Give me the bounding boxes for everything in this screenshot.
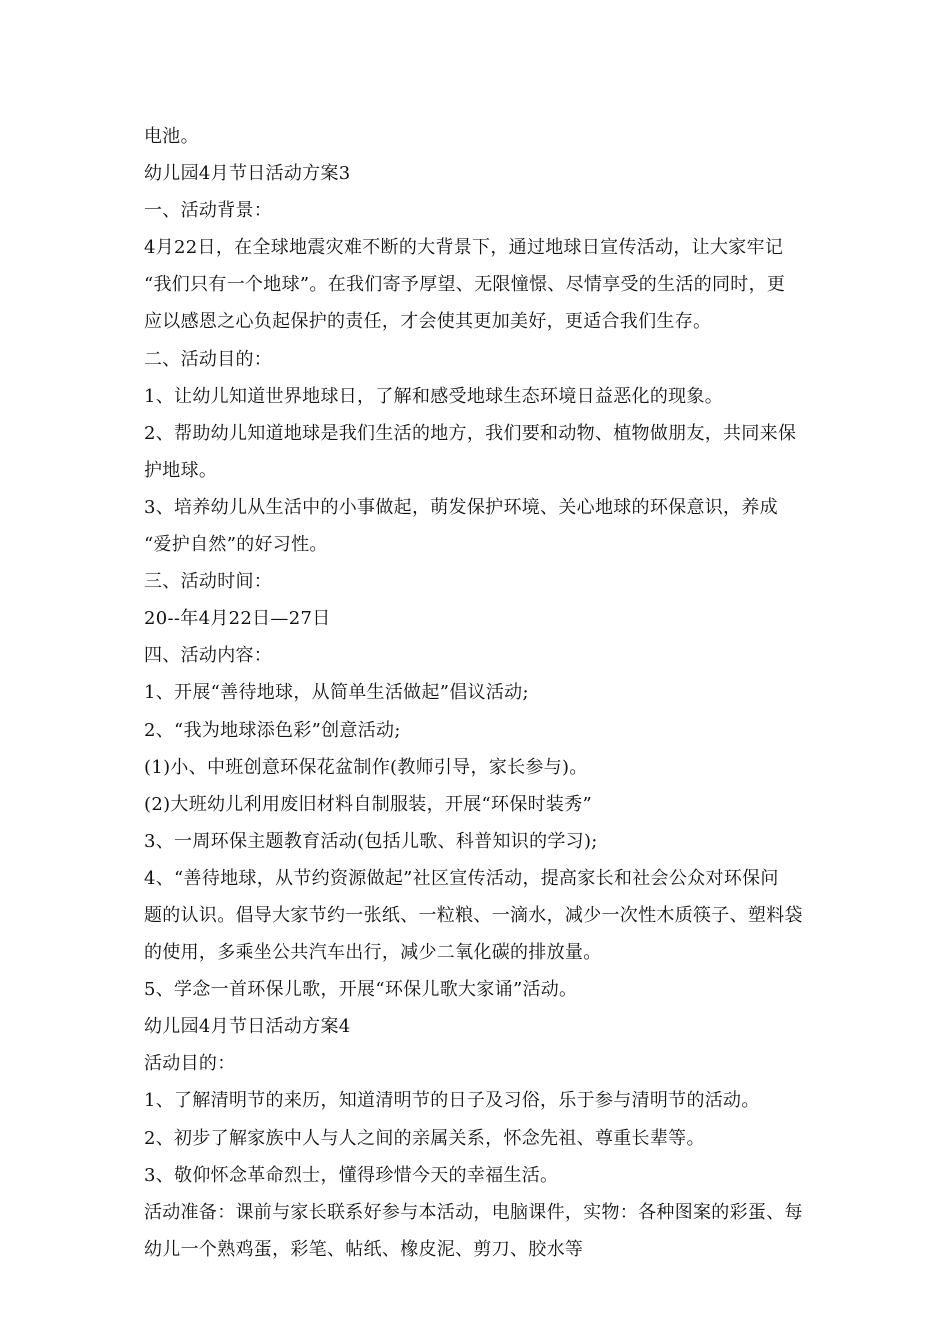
text-line: 护地球。 (144, 459, 218, 481)
text-line: 2、帮助幼儿知道地球是我们生活的地方，我们要和动物、植物做朋友，共同来保 (144, 422, 797, 444)
document-body (144, 118, 812, 1268)
text-line: 2、初步了解家族中人与人之间的亲属关系，怀念先祖、尊重长辈等。 (144, 1127, 705, 1149)
text-line: 4月22日，在全球地震灾难不断的大背景下，通过地球日宣传活动，让大家牢记 (144, 237, 784, 259)
text-line: “我们只有一个地球”。在我们寄予厚望、无限憧憬、尽情享受的生活的同时，更 (144, 274, 786, 296)
text-line: 幼儿一个熟鸡蛋，彩笔、帖纸、橡皮泥、剪刀、胶水等 (144, 1238, 584, 1260)
text-line: 5、学念一首环保儿歌，开展“环保儿歌大家诵”活动。 (144, 979, 578, 1001)
text-line: 1、开展“善待地球，从简单生活做起”倡议活动; (144, 682, 529, 704)
text-line: 的使用，多乘坐公共汽车出行，减少二氧化碳的排放量。 (144, 942, 602, 964)
section-title: 幼儿园4月节日活动方案3 (144, 163, 351, 185)
section-title: 幼儿园4月节日活动方案4 (144, 1016, 351, 1038)
text-line: 电池。 (144, 126, 199, 147)
text-line: 4、“善待地球，从节约资源做起”社区宣传活动，提高家长和社会公众对环保问 (144, 867, 779, 889)
text-line: 3、培养幼儿从生活中的小事做起，萌发保护环境、关心地球的环保意识，养成 (144, 496, 778, 518)
heading: 活动目的： (144, 1053, 236, 1075)
text-line: 20--年4月22日—27日 (144, 608, 331, 630)
text-line: 题的认识。倡导大家节约一张纸、一粒粮、一滴水，减少一次性木质筷子、塑料袋 (144, 904, 803, 926)
heading: 四、活动内容： (144, 645, 273, 667)
text-line: 活动准备：课前与家长联系好参与本活动，电脑课件，实物：各种图案的彩蛋、每 (144, 1201, 803, 1223)
text-line: 1、让幼儿知道世界地球日，了解和感受地球生态环境日益恶化的现象。 (144, 385, 724, 407)
text-line: 3、一周环保主题教育活动(包括儿歌、科普知识的学习); (144, 830, 598, 852)
heading: 二、活动目的： (144, 348, 273, 370)
heading: 三、活动时间： (144, 571, 273, 593)
text-line: “爱护自然”的好习性。 (144, 534, 328, 556)
text-line: 3、敬仰怀念革命烈士，懂得珍惜今天的幸福生活。 (144, 1164, 559, 1186)
text-line: (2)大班幼儿利用废旧材料自制服装，开展“环保时装秀” (144, 793, 592, 815)
text-line: 2、“我为地球添色彩”创意活动; (144, 719, 401, 741)
text-line: 应以感恩之心负起保护的责任，才会使其更加美好，更适合我们生存。 (144, 311, 712, 333)
text-line: (1)小、中班创意环保花盆制作(教师引导，家长参与)。 (144, 756, 588, 778)
heading: 一、活动背景： (144, 200, 273, 222)
text-line: 1、了解清明节的来历，知道清明节的日子及习俗，乐于参与清明节的活动。 (144, 1090, 760, 1112)
